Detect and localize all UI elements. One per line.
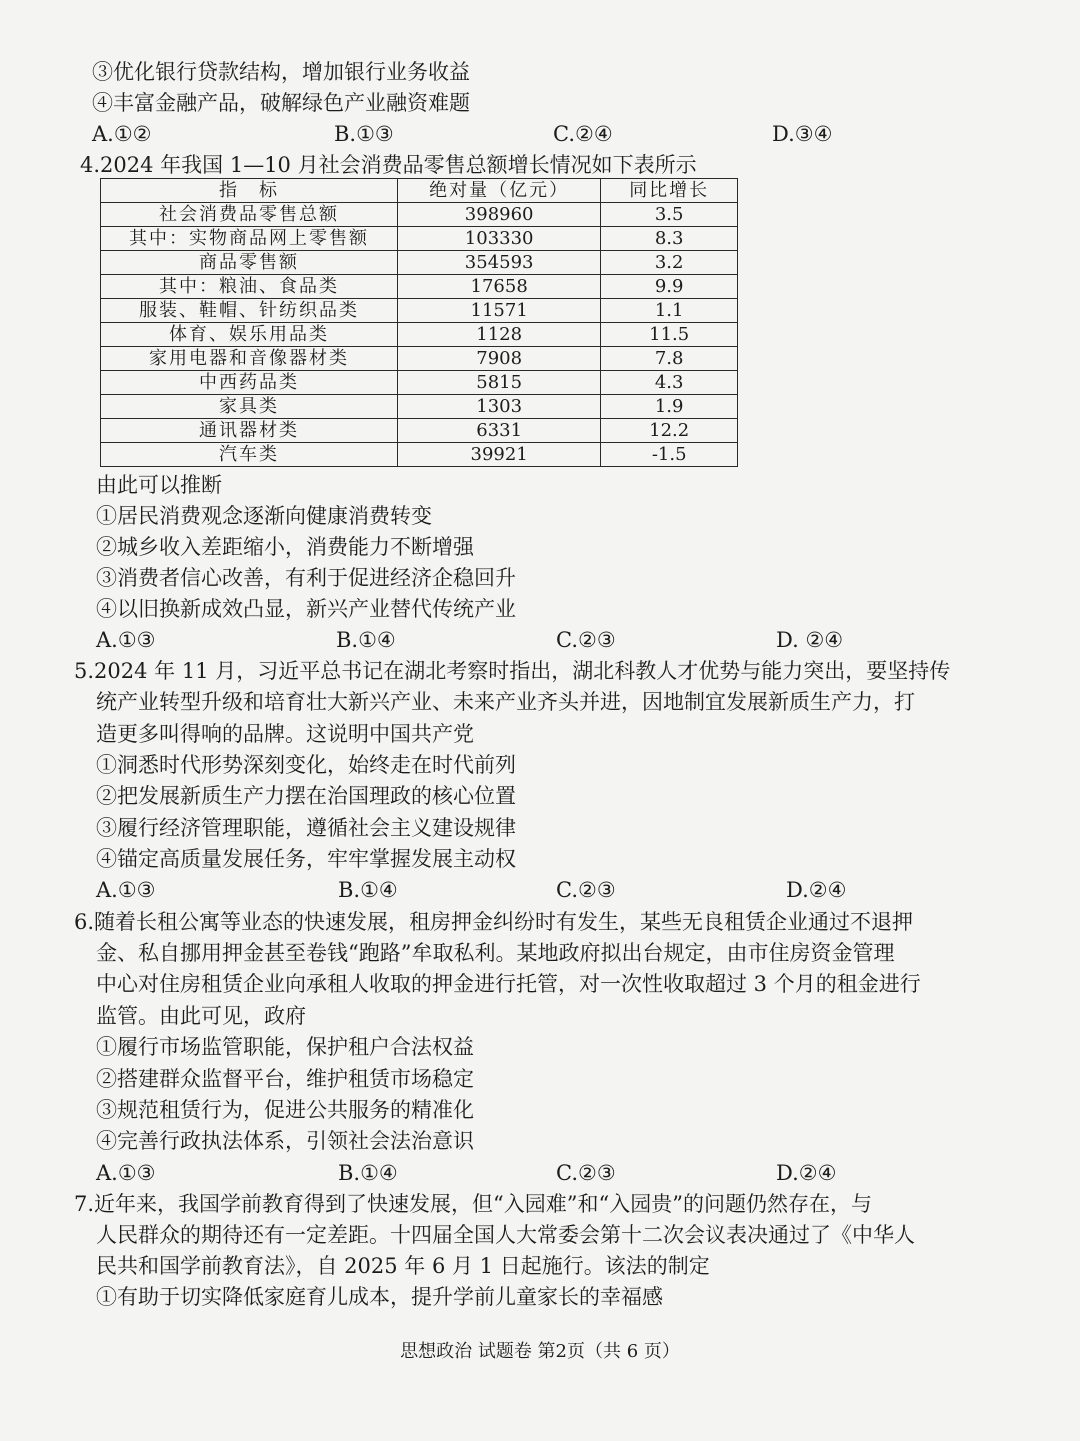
q7-stem-line-3: 民共和国学前教育法》，自 2025 年 6 月 1 日起施行。该法的制定 xyxy=(96,1254,710,1278)
table-cell: 通讯器材类 xyxy=(101,419,398,443)
q7-item-1: ①有助于切实降低家庭育儿成本，提升学前儿童家长的幸福感 xyxy=(96,1285,663,1309)
q6-item-4: ④完善行政执法体系，引领社会法治意识 xyxy=(96,1129,474,1153)
q5-stem-line-3: 造更多叫得响的品牌。这说明中国共产党 xyxy=(96,722,474,746)
table-cell: 103330 xyxy=(397,227,600,251)
q6-stem-line-3: 中心对住房租赁企业向承租人收取的押金进行托管，对一次性收取超过 3 个月的租金进行 xyxy=(96,972,921,996)
q3-item-4: ④丰富金融产品，破解绿色产业融资难题 xyxy=(92,91,470,115)
table-cell: 398960 xyxy=(397,203,600,227)
q5-option-a: A.①③ xyxy=(96,878,156,902)
q4-lead: 由此可以推断 xyxy=(96,473,222,497)
page-footer: 思想政治 试题卷 第2页（共 6 页） xyxy=(400,1341,680,1362)
table-cell: 汽车类 xyxy=(101,443,398,467)
table-cell: -1.5 xyxy=(601,443,738,467)
table-cell: 其中：实物商品网上零售额 xyxy=(101,227,398,251)
q6-option-b: B.①④ xyxy=(338,1161,398,1185)
table-cell: 服装、鞋帽、针纺织品类 xyxy=(101,299,398,323)
q6-stem-line-4: 监管。由此可见，政府 xyxy=(96,1004,306,1028)
q4-option-d: D. ②④ xyxy=(776,628,844,652)
q4-option-a: A.①③ xyxy=(96,628,156,652)
q5-item-3: ③履行经济管理职能，遵循社会主义建设规律 xyxy=(96,816,516,840)
q6-option-c: C.②③ xyxy=(556,1161,616,1185)
q4-item-1: ①居民消费观念逐渐向健康消费转变 xyxy=(96,504,432,528)
q3-option-c: C.②④ xyxy=(553,122,613,146)
table-cell: 8.3 xyxy=(601,227,738,251)
q5-item-1: ①洞悉时代形势深刻变化，始终走在时代前列 xyxy=(96,753,516,777)
table-row xyxy=(101,227,738,251)
table-header: 指 标 xyxy=(101,179,398,203)
table-cell: 11571 xyxy=(397,299,600,323)
table-row xyxy=(101,419,738,443)
table-cell: 社会消费品零售总额 xyxy=(101,203,398,227)
table-row xyxy=(101,323,738,347)
table-header: 同比增长 xyxy=(601,179,738,203)
q4-option-c: C.②③ xyxy=(556,628,616,652)
table-cell: 39921 xyxy=(397,443,600,467)
table-cell: 17658 xyxy=(397,275,600,299)
table-cell: 3.2 xyxy=(601,251,738,275)
table-row xyxy=(101,347,738,371)
table-cell: 1.1 xyxy=(601,299,738,323)
table-row xyxy=(101,275,738,299)
q3-option-a: A.①② xyxy=(92,122,152,146)
table-cell: 1128 xyxy=(397,323,600,347)
q5-item-2: ②把发展新质生产力摆在治国理政的核心位置 xyxy=(96,784,516,808)
table-cell: 12.2 xyxy=(601,419,738,443)
q5-option-c: C.②③ xyxy=(556,878,616,902)
q6-item-1: ①履行市场监管职能，保护租户合法权益 xyxy=(96,1035,474,1059)
q3-option-b: B.①③ xyxy=(334,122,394,146)
q6-stem-line-1: 6.随着长租公寓等业态的快速发展，租房押金纠纷时有发生，某些无良租赁企业通过不退押 xyxy=(74,910,914,934)
q3-option-d: D.③④ xyxy=(772,122,833,146)
table-cell: 商品零售额 xyxy=(101,251,398,275)
table-header-row xyxy=(101,179,738,203)
q4-stem: 4.2024 年我国 1—10 月社会消费品零售总额增长情况如下表所示 xyxy=(80,153,697,177)
table-cell: 其中：粮油、食品类 xyxy=(101,275,398,299)
retail-sales-table xyxy=(100,178,738,467)
table-cell: 3.5 xyxy=(601,203,738,227)
table-cell: 体育、娱乐用品类 xyxy=(101,323,398,347)
q5-item-4: ④锚定高质量发展任务，牢牢掌握发展主动权 xyxy=(96,847,516,871)
table-cell: 中西药品类 xyxy=(101,371,398,395)
q6-item-2: ②搭建群众监督平台，维护租赁市场稳定 xyxy=(96,1067,474,1091)
q5-option-b: B.①④ xyxy=(338,878,398,902)
q6-stem-line-2: 金、私自挪用押金甚至卷钱“跑路”牟取私利。某地政府拟出台规定，由市住房资金管理 xyxy=(96,941,895,965)
q6-item-3: ③规范租赁行为，促进公共服务的精准化 xyxy=(96,1098,474,1122)
q3-item-3: ③优化银行贷款结构，增加银行业务收益 xyxy=(92,60,470,84)
table-cell: 7908 xyxy=(397,347,600,371)
q4-option-b: B.①④ xyxy=(336,628,396,652)
q4-item-3: ③消费者信心改善，有利于促进经济企稳回升 xyxy=(96,566,516,590)
q4-item-4: ④以旧换新成效凸显，新兴产业替代传统产业 xyxy=(96,597,516,621)
table-cell: 11.5 xyxy=(601,323,738,347)
table-row xyxy=(101,203,738,227)
q5-stem-line-2: 统产业转型升级和培育壮大新兴产业、未来产业齐头并进，因地制宜发展新质生产力，打 xyxy=(96,690,915,714)
table-row xyxy=(101,251,738,275)
table-cell: 9.9 xyxy=(601,275,738,299)
q6-option-d: D.②④ xyxy=(776,1161,837,1185)
q7-stem-line-2: 人民群众的期待还有一定差距。十四届全国人大常委会第十二次会议表决通过了《中华人 xyxy=(96,1223,915,1247)
table-row xyxy=(101,371,738,395)
table-cell: 1.9 xyxy=(601,395,738,419)
table-row xyxy=(101,443,738,467)
table-cell: 家具类 xyxy=(101,395,398,419)
q6-option-a: A.①③ xyxy=(96,1161,156,1185)
table-cell: 1303 xyxy=(397,395,600,419)
table-row xyxy=(101,395,738,419)
table-cell: 5815 xyxy=(397,371,600,395)
table-cell: 6331 xyxy=(397,419,600,443)
table-header: 绝对量（亿元） xyxy=(397,179,600,203)
q5-option-d: D.②④ xyxy=(786,878,847,902)
q4-item-2: ②城乡收入差距缩小，消费能力不断增强 xyxy=(96,535,474,559)
table-cell: 354593 xyxy=(397,251,600,275)
table-cell: 7.8 xyxy=(601,347,738,371)
table-cell: 家用电器和音像器材类 xyxy=(101,347,398,371)
q5-stem-line-1: 5.2024 年 11 月，习近平总书记在湖北考察时指出，湖北科教人才优势与能力突出，要坚持传 xyxy=(74,659,951,683)
table-cell: 4.3 xyxy=(601,371,738,395)
table-row xyxy=(101,299,738,323)
q7-stem-line-1: 7.近年来，我国学前教育得到了快速发展，但“入园难”和“入园贵”的问题仍然存在，与 xyxy=(74,1192,872,1216)
